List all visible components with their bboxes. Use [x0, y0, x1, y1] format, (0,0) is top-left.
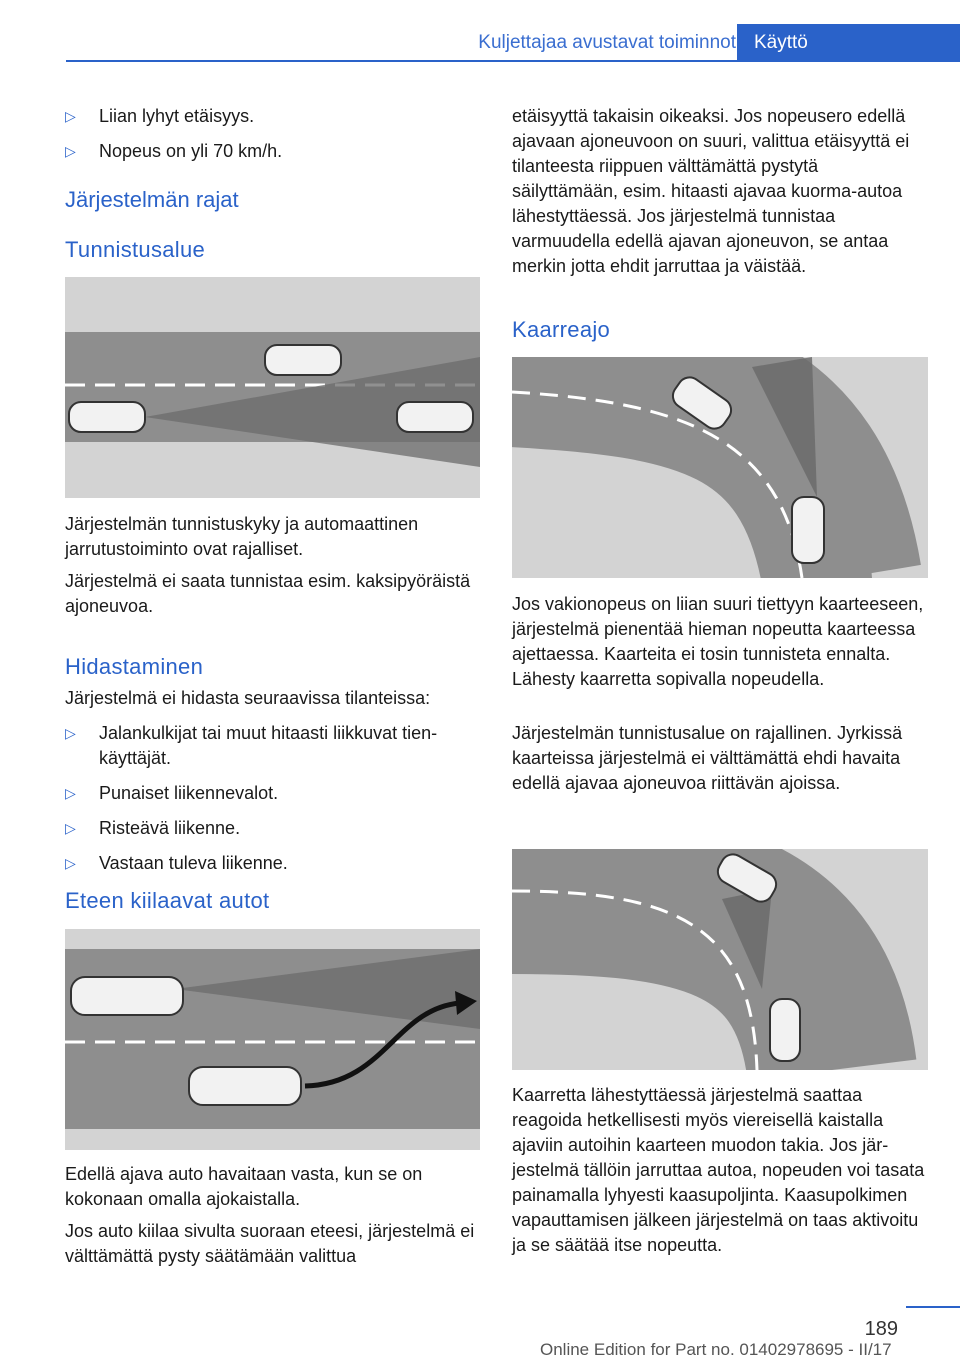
figure-curve-2 — [512, 849, 928, 1070]
triangle-bullet-icon: ▷ — [65, 725, 76, 741]
heading-curve-driving: Kaarreajo — [512, 317, 611, 342]
triangle-bullet-icon: ▷ — [65, 143, 76, 159]
list-item: ▷ Vastaan tuleva liikenne. — [65, 851, 480, 876]
detection-area-illustration — [65, 277, 480, 498]
bullet-list-no-slowing — [65, 721, 480, 886]
bullet-list-conditions — [65, 104, 480, 174]
paragraph: Jos auto kiilaa sivulta suoraan eteesi, järjestelmä ei välttämättä pysty säätämään valittua — [65, 1221, 475, 1266]
figure-detection-area — [65, 277, 480, 498]
paragraph: Järjestelmän tunnistusalue on rajallinen. Jyrkissä kaarteissa järjestelmä ei välttämättä ehdi havaita edellä ajavaa ajoneuvoa riittävän ajoissa. — [512, 723, 903, 793]
heading-detection-area: Tunnistusalue — [65, 237, 206, 262]
paragraph: Kaarretta lähestyttäessä järjestelmä saattaa reagoida hetkellisesti myös viereisellä kaistalla ajaviin autoihin kaarteen muodon takia. Jos järjestelmä tällöin jarruttaa autoa, nopeuden voi tasata painamalla lyhyesti kaasupoljinta. Kaasupolkimen vapauttamisen jälkeen järjestelmä on taas aktivoitu ja se säätää itse nopeutta. — [512, 1085, 925, 1255]
paragraph: Jos vakionopeus on liian suuri tiettyyn kaarteeseen, järjestelmä pienentää hieman nopeutta kaarteessa ajettaessa. Kaarteita ei tosin tunnisteta ennalta. Lähesty kaarretta sopivalla nopeudella. — [512, 594, 924, 689]
paragraph: Järjestelmän tunnistuskyky ja automaattinen jarrutustoiminto ovat rajalliset. — [65, 514, 419, 559]
page-number: 189 — [864, 1318, 898, 1340]
footer-edition: Online Edition for Part no. 01402978695 - II/17 — [540, 1340, 892, 1359]
figure-curve-1 — [512, 357, 928, 578]
list-item: ▷ Jalankulkijat tai muut hitaasti liikkuvat tienkäyttäjät. — [65, 723, 438, 768]
footer-rule — [906, 1306, 960, 1308]
list-item: ▷ Risteävä liikenne. — [65, 816, 480, 841]
triangle-bullet-icon: ▷ — [65, 108, 76, 124]
triangle-bullet-icon: ▷ — [65, 855, 76, 871]
list-item: ▷ Liian lyhyt etäisyys. — [65, 104, 480, 129]
curve-illustration-1 — [512, 357, 928, 578]
header-tab — [737, 24, 960, 62]
cut-in-illustration — [65, 929, 480, 1150]
curve-illustration-2 — [512, 849, 928, 1070]
heading-slowing: Hidastaminen — [65, 654, 204, 679]
triangle-bullet-icon: ▷ — [65, 820, 76, 836]
header-tab-label: Käyttö — [754, 32, 808, 53]
paragraph: Edellä ajava auto havaitaan vasta, kun se on kokonaan omalla ajokaistalla. — [65, 1164, 423, 1209]
list-item: ▷ Nopeus on yli 70 km/h. — [65, 139, 480, 164]
paragraph: Järjestelmä ei saata tunnistaa esim. kaksipyöräistä ajoneuvoa. — [65, 571, 471, 616]
figure-cut-in — [65, 929, 480, 1150]
heading-system-limits: Järjestelmän rajat — [65, 187, 239, 212]
heading-cut-in: Eteen kiilaavat autot — [65, 888, 270, 913]
paragraph: etäisyyttä takaisin oikeaksi. Jos nopeusero edellä ajavaan ajoneuvoon on suuri, valittua etäisyyttä ei tilanteesta riippuen välttämättä pystytä säilyttämään, esim. hitaasti ajavaa kuorma-autoa lähestyttäessä. Jos järjestelmä tunnistaa varmuudella edellä ajavan ajoneuvon, se antaa merkin jotta ehdit jarruttaa ja väistää. — [512, 106, 910, 276]
triangle-bullet-icon: ▷ — [65, 785, 76, 801]
paragraph: Järjestelmä ei hidasta seuraavissa tilanteissa: — [65, 688, 431, 708]
list-item: ▷ Punaiset liikennevalot. — [65, 781, 480, 806]
header-section-title: Kuljettajaa avustavat toiminnot — [478, 32, 736, 53]
